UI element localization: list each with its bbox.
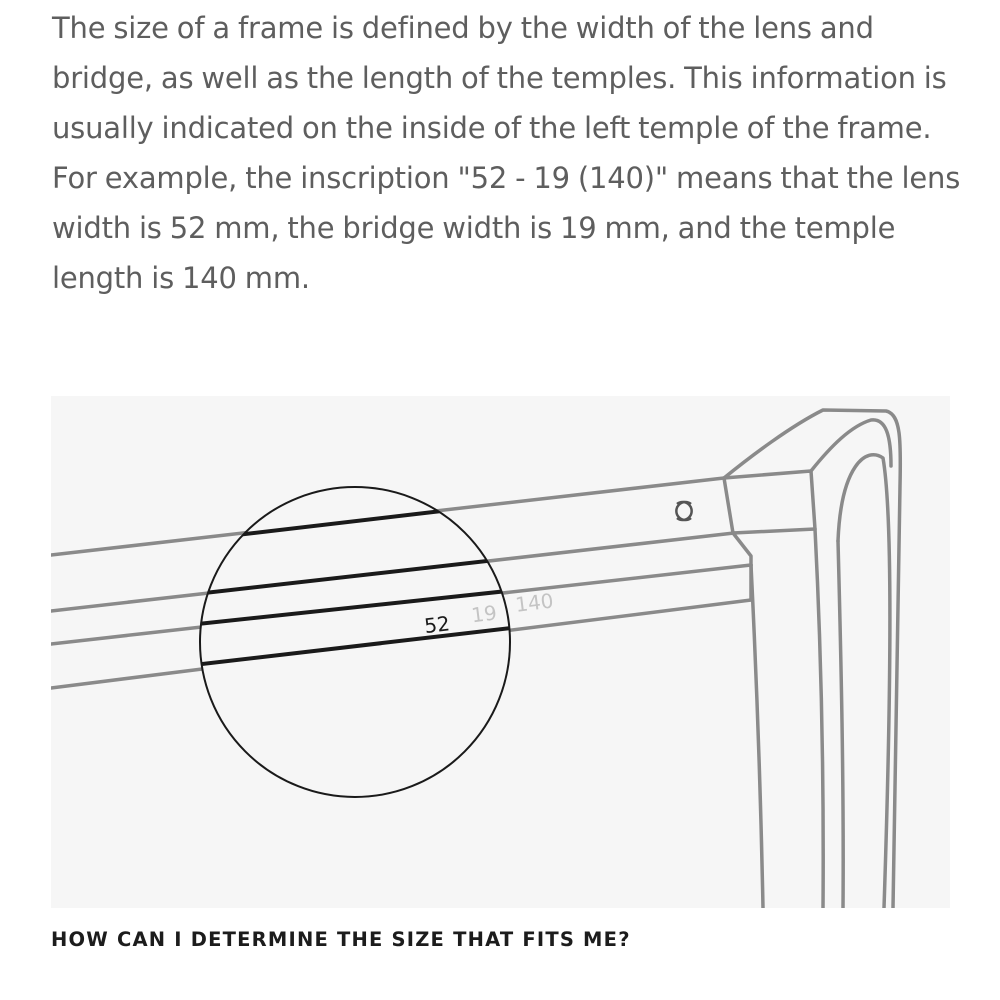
cc-logo-icon bbox=[676, 502, 691, 520]
temple-length-label: 140 bbox=[513, 588, 555, 617]
frame-inner-rim-1 bbox=[815, 529, 823, 908]
frame-size-illustration bbox=[51, 396, 950, 908]
magnifier bbox=[151, 478, 751, 797]
frame-front bbox=[724, 410, 900, 908]
lens-width-label: 52 bbox=[422, 611, 452, 639]
bridge-width-label: 19 bbox=[469, 600, 499, 628]
temple-diagram bbox=[51, 396, 950, 908]
size-fit-question[interactable]: HOW CAN I DETERMINE THE SIZE THAT FITS ME? bbox=[51, 928, 631, 951]
hinge-block bbox=[724, 471, 815, 533]
intro-paragraph: The size of a frame is defined by the width of the lens and bridge, as well as the length of the temples. This information is usually indicated on the inside of the left temple of the frame. For example, the inscription "52 - 19 (140)" means that the lens width is 52 mm, the bridge width is 19 mm, and the temple length is 140 mm. bbox=[52, 11, 961, 295]
lens-edge-outer bbox=[838, 455, 890, 908]
hinge-joint bbox=[733, 533, 751, 565]
frame-inner-rim-2 bbox=[751, 565, 763, 908]
lens-edge-inner bbox=[838, 541, 843, 908]
frame-bevel bbox=[811, 420, 891, 471]
